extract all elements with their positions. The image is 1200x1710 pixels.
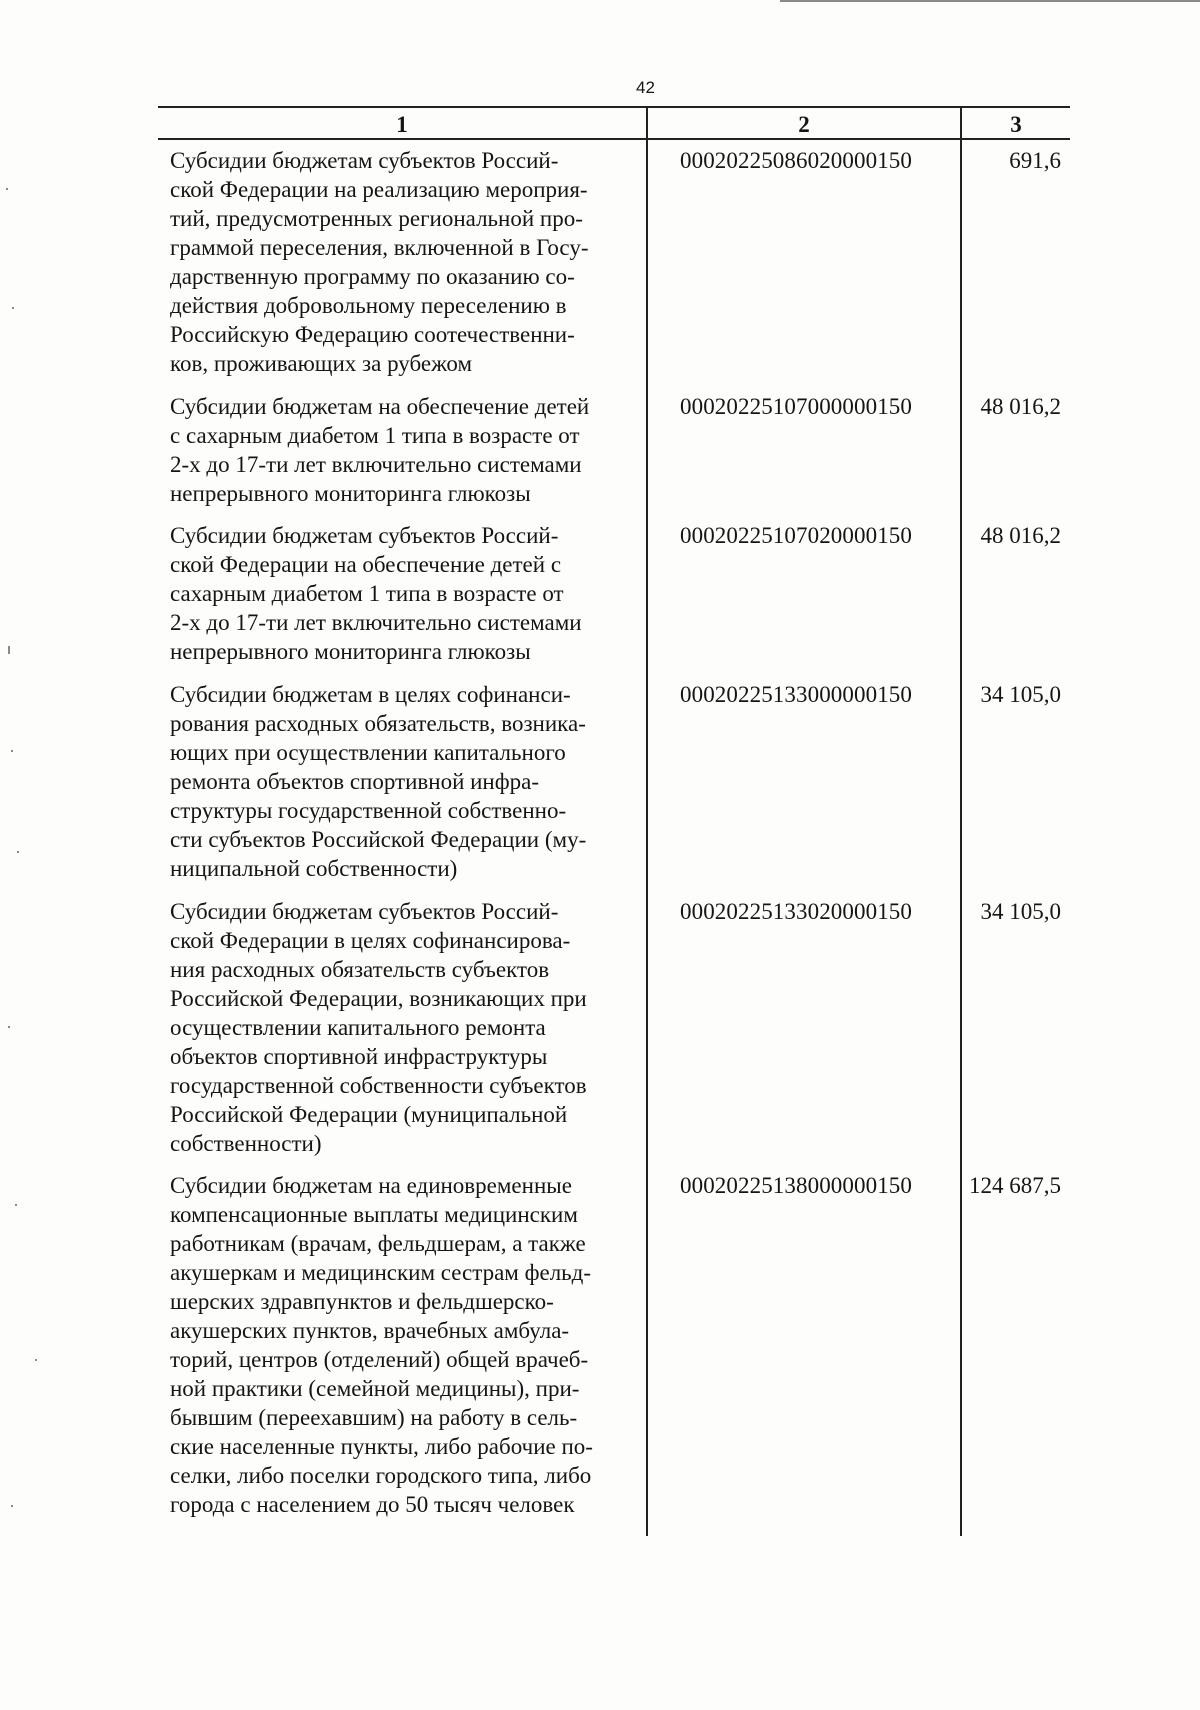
scan-top-border [780, 0, 1200, 2]
column-divider-1 [646, 106, 648, 1536]
table-header-row [158, 106, 1070, 140]
row-description: Субсидии бюджетам на единовременные компенсационные выплаты медицинским работникам (врачам, фельдшерам, а также акушеркам и медицинским сестрам фельд- шерских здравпунктов и фельдшерско- акушерских пунктов, врачебных амбула- торий, центров (отделений) общей врачеб- ной практики (семейной медицины), при- бывшим (переехавшим) на работу в сель- ские населенные пункты, либо рабочие по- селки, либо поселки городского типа, либо города с населением до 50 тысяч человек [170, 1173, 593, 1517]
budget-table [158, 106, 1070, 1536]
row-description: Субсидии бюджетам на обеспечение детей с сахарным диабетом 1 типа в возрасте от 2-х до 17-ти лет включительно системами непрерывного мониторинга глюкозы [170, 394, 590, 506]
scan-noise-dot [35, 1359, 37, 1361]
row-code: 00020225133020000150 [680, 899, 912, 924]
row-amount: 34 105,0 [980, 682, 1061, 707]
row-amount: 691,6 [1009, 148, 1061, 173]
scan-noise-dot [6, 188, 8, 190]
page-number: 42 [636, 78, 655, 97]
row-code: 00020225086020000150 [680, 148, 912, 173]
scan-noise-dot [11, 1505, 13, 1507]
header-col-1: 1 [396, 112, 408, 137]
row-description: Субсидии бюджетам субъектов Россий- ской Федерации в целях софинансирова- ния расходных обязательств субъектов Российской Федерации, возникающих при осуществлении капитального ремонта объектов спортивной инфраструктуры государственной собственности субъектов Российской Федерации (муниципальной собственности) [170, 899, 587, 1156]
row-code: 00020225107000000150 [680, 394, 912, 419]
scan-noise-dot [12, 307, 14, 309]
row-description: Субсидии бюджетам субъектов Россий- ской Федерации на реализацию мероприя- тий, предусмотренных региональной про- граммой переселения, включенной в Госу- дарственную программу по оказанию со- действия добровольному переселению в Российскую Федерацию соотечественни- ков, проживающих за рубежом [170, 148, 589, 376]
row-code: 00020225133000000150 [680, 682, 912, 707]
row-code: 00020225107020000150 [680, 523, 912, 548]
row-description: Субсидии бюджетам в целях софинанси- рования расходных обязательств, возника- ющих при осуществлении капитального ремонта объектов спортивной инфра- структуры государственной собственно- сти субъектов Российской Федерации (му- ниципальной собственности) [170, 682, 587, 881]
row-amount: 48 016,2 [980, 523, 1061, 548]
row-code: 00020225138000000150 [680, 1173, 912, 1198]
scan-noise-dot [15, 1204, 17, 1206]
scan-noise-dot [11, 750, 13, 752]
row-amount: 34 105,0 [980, 899, 1061, 924]
row-description: Субсидии бюджетам субъектов Россий- ской Федерации на обеспечение детей с сахарным диабетом 1 типа в возрасте от 2-х до 17-ти лет включительно системами непрерывного мониторинга глюкозы [170, 523, 582, 664]
scan-noise-dot [8, 1026, 10, 1028]
row-amount: 124 687,5 [969, 1173, 1061, 1198]
column-divider-2 [960, 106, 962, 1536]
header-col-2: 2 [798, 112, 810, 137]
row-amount: 48 016,2 [980, 394, 1061, 419]
scan-noise-dot [17, 851, 19, 853]
header-col-3: 3 [1010, 112, 1022, 137]
scan-noise-mark [8, 646, 10, 654]
